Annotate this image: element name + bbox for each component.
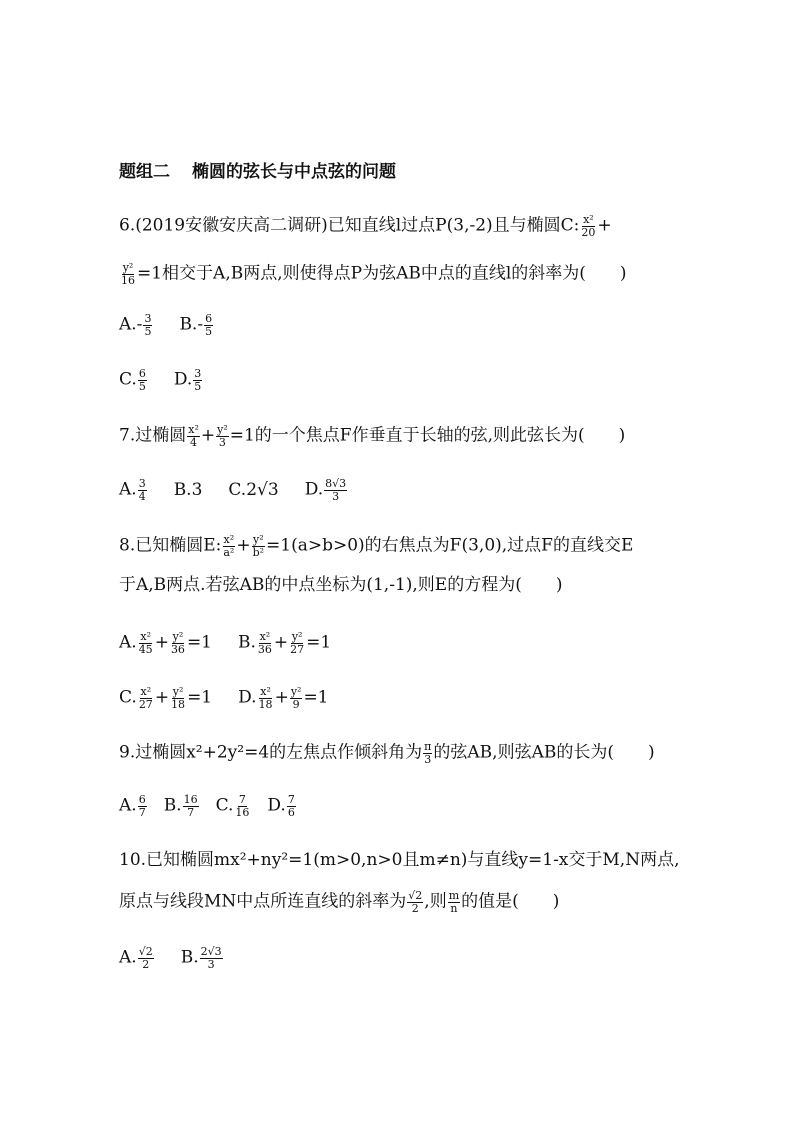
- section-header: [119, 164, 396, 181]
- q7-option-b[interactable]: B.3: [173, 479, 203, 500]
- question-8-line-1: 8.已知椭圆E: $\frac{\text{x²}}{\text{a²}}$ + $\frac{\text{y²}}{\text{b²}}$ =1(a>b>0)的右焦点为F(3,0),过点F的直线交E: [119, 533, 634, 559]
- section-title: 椭圆的弦长与中点弦的问题: [192, 162, 396, 182]
- q7-option-d[interactable]: D. $\frac{8√3}{3}$: [304, 477, 347, 503]
- q8-option-c[interactable]: C. $\frac{\text{x²}}{27}$ + $\frac{\text{y²}}{18}$ =1: [119, 685, 213, 711]
- q9-option-d[interactable]: D. $\frac{7}{6}$: [267, 793, 295, 819]
- fraction: $\frac{\text{x²}}{20}$: [581, 213, 596, 239]
- q6-option-c[interactable]: C. $\frac{6}{5}$: [119, 367, 146, 393]
- q6-option-a[interactable]: A.- $\frac{3}{5}$: [119, 312, 152, 338]
- q8-option-b[interactable]: B. $\frac{\text{x²}}{36}$ + $\frac{\text{y²}}{27}$ =1: [238, 630, 332, 656]
- question-10-options: [119, 946, 250, 970]
- question-10-line-2: 原点与线段MN中点所连直线的斜率为 $\frac{√2}{2}$ ,则 $\frac{m}{n}$ 的值是( ): [119, 889, 560, 915]
- q9-option-b[interactable]: B. $\frac{16}{7}$: [163, 793, 198, 819]
- question-9: 9.过椭圆x²+2y²=4的左焦点作倾斜角为 $\frac{\pi}{3}$ 的弦AB,则弦AB的长为( ): [119, 740, 655, 766]
- question-8-options-ab: [119, 631, 357, 655]
- q8-option-d[interactable]: D. $\frac{\text{x²}}{18}$ + $\frac{\text{y²}}{9}$ =1: [238, 685, 329, 711]
- q6-option-b[interactable]: B.- $\frac{6}{5}$: [179, 312, 213, 338]
- question-6-options-ab: [119, 313, 240, 337]
- question-6-options-cd: [119, 368, 229, 392]
- q9-option-c[interactable]: C. $\frac{7}{16}$: [215, 793, 250, 819]
- question-8-line-2: 于A,B两点.若弦AB的中点坐标为(1,-1),则E的方程为( ): [119, 575, 563, 595]
- question-8-options-cd: [119, 686, 355, 710]
- q10-option-a[interactable]: A. $\frac{√2}{2}$: [119, 945, 153, 971]
- question-9-options: [119, 794, 323, 818]
- q7-option-a[interactable]: A. $\frac{3}{4}$: [119, 477, 146, 503]
- question-7-options: [119, 478, 374, 502]
- question-7: 7.过椭圆 $\frac{\text{x²}}{4}$ + $\frac{\text{y²}}{3}$ =1的一个焦点F作垂直于长轴的弦,则此弦长为( ): [119, 423, 626, 449]
- q6-text: 6.(2019安徽安庆高二调研)已知直线l过点P(3,-2)且与椭圆C:: [119, 215, 580, 236]
- fraction: $\frac{\text{y²}}{16}$: [121, 261, 135, 287]
- q8-option-a[interactable]: A. $\frac{\text{x²}}{45}$ + $\frac{\text{y²}}{36}$ =1: [119, 630, 212, 656]
- q7-option-c[interactable]: C.2√3: [228, 479, 279, 500]
- question-6-line-1: 6.(2019安徽安庆高二调研)已知直线l过点P(3,-2)且与椭圆C: $\frac{\text{x²}}{20}$ +: [119, 213, 612, 239]
- q10-option-b[interactable]: B. $\frac{2√3}{3}$: [180, 945, 222, 971]
- section-label: 题组二: [119, 162, 170, 182]
- q6-option-d[interactable]: D. $\frac{3}{5}$: [173, 367, 202, 393]
- q6-text-2: =1相交于A,B两点,则使得点P为弦AB中点的直线l的斜率为( ): [137, 263, 627, 284]
- question-10-line-1: 10.已知椭圆mx²+ny²=1(m>0,n>0且m≠n)与直线y=1-x交于M,N两点,: [119, 850, 680, 870]
- question-6-line-2: [119, 262, 627, 286]
- q9-option-a[interactable]: A. $\frac{6}{7}$: [119, 793, 146, 819]
